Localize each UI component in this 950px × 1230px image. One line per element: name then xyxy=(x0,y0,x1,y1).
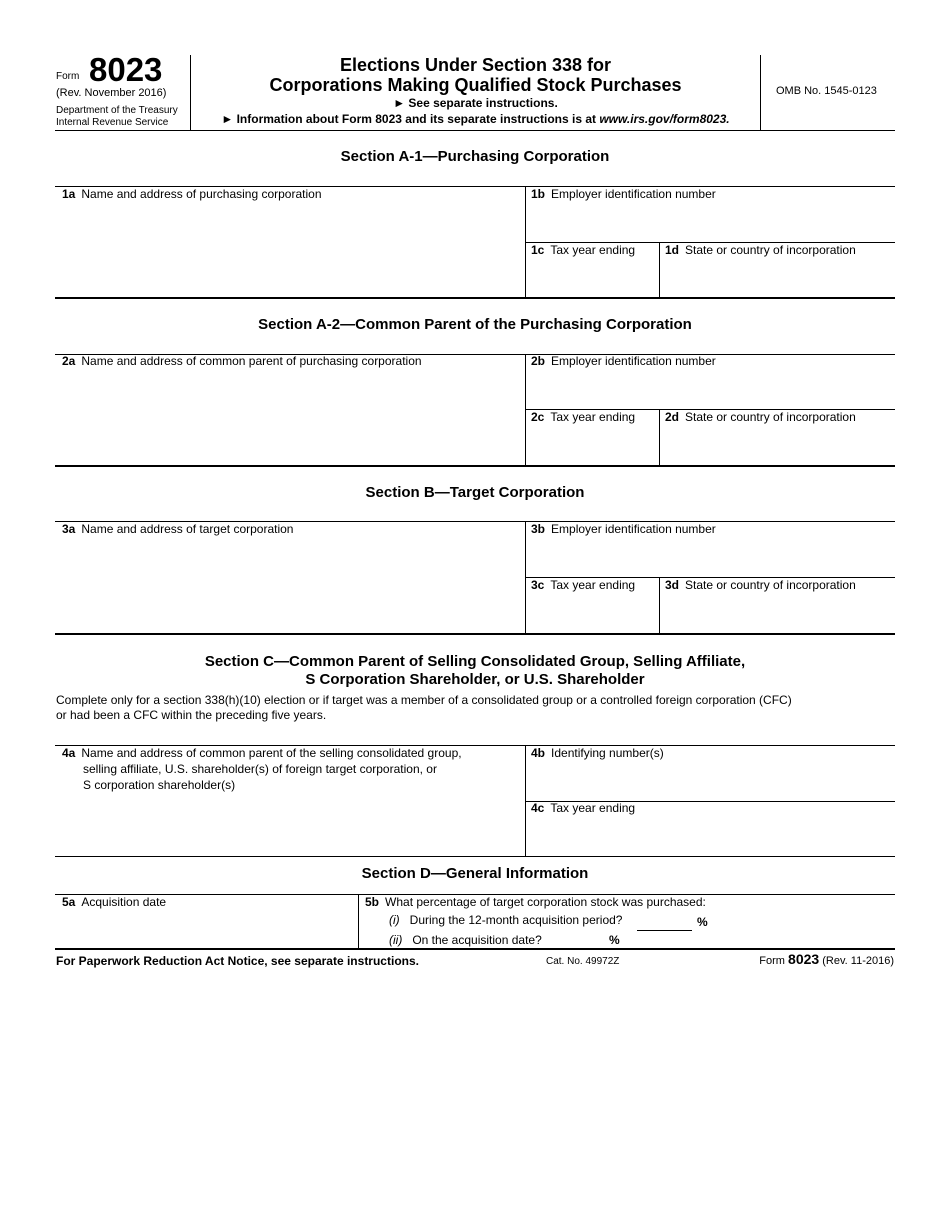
section-d-title: Section D—General Information xyxy=(361,865,589,882)
section-d-vdivider xyxy=(358,894,359,949)
purchasing-corp-ein-input[interactable] xyxy=(531,208,886,236)
paperwork-notice: For Paperwork Reduction Act Notice, see separate instructions. xyxy=(56,954,419,968)
target-corp-name-address-input[interactable] xyxy=(62,540,517,628)
common-parent-name-address-input[interactable] xyxy=(62,372,517,460)
identifying-numbers-input[interactable] xyxy=(531,768,886,796)
selling-parent-name-address-input[interactable] xyxy=(62,796,517,850)
target-corp-state-input[interactable] xyxy=(665,599,887,627)
common-parent-state-input[interactable] xyxy=(665,431,887,459)
field-4b-label: 4b Identifying number(s) xyxy=(531,746,664,760)
omb-number: OMB No. 1545-0123 xyxy=(776,85,877,97)
field-4a-label: 4a Name and address of common parent of the selling consolidated group, selling affiliate, U.S. shareholder(s) of foreign target corporation, or S corporation shareholder(s) xyxy=(62,746,462,792)
field-3a-label: 3a Name and address of target corporation xyxy=(62,522,294,536)
field-5b-label: 5b What percentage of target corporation stock was purchased: xyxy=(365,895,706,909)
header-divider-right xyxy=(760,55,761,131)
section-a1-title: Section A-1—Purchasing Corporation xyxy=(340,148,610,165)
field-1a-label: 1a Name and address of purchasing corporation xyxy=(62,187,322,201)
section-a2-title: Section A-2—Common Parent of the Purchasing Corporation xyxy=(258,316,692,333)
pct-12-month-sign: % xyxy=(697,915,708,929)
field-1c-label: 1c Tax year ending xyxy=(531,243,636,257)
acquisition-date-input[interactable] xyxy=(62,914,350,942)
section-c-bottom-rule xyxy=(55,856,895,857)
pct-acquisition-date-sign: % xyxy=(609,933,620,947)
field-5b-i-label: (i) During the 12-month acquisition period? xyxy=(389,913,623,927)
department-line2: Internal Revenue Service xyxy=(56,117,169,128)
pct-12-month-input[interactable] xyxy=(639,912,691,928)
field-1d-label: 1d State or country of incorporation xyxy=(665,243,856,257)
see-instructions: ► See separate instructions. xyxy=(393,96,558,110)
section-c-note-line2: or had been a CFC within the preceding five years. xyxy=(56,708,327,722)
irs-url-link[interactable]: www.irs.gov/form8023. xyxy=(599,112,730,126)
form-word: Form xyxy=(56,71,80,82)
section-a1-bottom-rule xyxy=(55,297,895,299)
purchasing-corp-tax-year-input[interactable] xyxy=(531,264,653,292)
field-2b-label: 2b Employer identification number xyxy=(531,354,716,368)
section-c-note-line1: Complete only for a section 338(h)(10) election or if target was a member of a consolidated group or a controlled foreign corporation (CFC) xyxy=(56,693,792,707)
form-title-line1: Elections Under Section 338 for xyxy=(339,55,612,75)
section-b-bottom-rule xyxy=(55,633,895,635)
field-4c-label: 4c Tax year ending xyxy=(531,801,636,815)
section-c-title-line1: Section C—Common Parent of Selling Consolidated Group, Selling Affiliate, xyxy=(204,653,746,670)
purchasing-corp-state-input[interactable] xyxy=(665,264,887,292)
section-a2-vdivider2 xyxy=(659,409,660,466)
form-number: 8023 xyxy=(89,51,163,88)
common-parent-ein-input[interactable] xyxy=(531,376,886,404)
section-b-title: Section B—Target Corporation xyxy=(365,484,585,501)
field-3c-label: 3c Tax year ending xyxy=(531,578,636,592)
header-bottom-rule xyxy=(55,130,895,131)
form-revision: (Rev. November 2016) xyxy=(56,87,167,99)
common-parent-tax-year-input[interactable] xyxy=(531,431,653,459)
field-5a-label: 5a Acquisition date xyxy=(62,895,167,909)
section-a1-vdivider2 xyxy=(659,242,660,298)
field-2a-label: 2a Name and address of common parent of purchasing corporation xyxy=(62,354,422,368)
field-3b-label: 3b Employer identification number xyxy=(531,522,716,536)
form-title-line2: Corporations Making Qualified Stock Purchases xyxy=(269,75,682,95)
field-5b-ii-label: (ii) On the acquisition date? xyxy=(389,933,542,947)
field-2c-label: 2c Tax year ending xyxy=(531,410,636,424)
target-corp-tax-year-input[interactable] xyxy=(531,599,653,627)
footer-form-id: Form 8023 (Rev. 11-2016) xyxy=(759,951,894,967)
section-d-bottom-rule xyxy=(55,948,895,950)
department-line1: Department of the Treasury xyxy=(56,105,178,116)
field-1b-label: 1b Employer identification number xyxy=(531,187,716,201)
section-b-vdivider2 xyxy=(659,577,660,634)
field-3d-label: 3d State or country of incorporation xyxy=(665,578,856,592)
section-a2-bottom-rule xyxy=(55,465,895,467)
info-line-text: ► Information about Form 8023 and its separate instructions is at xyxy=(221,112,600,126)
purchasing-corp-name-address-input[interactable] xyxy=(62,204,517,292)
catalog-number: Cat. No. 49972Z xyxy=(546,956,620,967)
pct-12-month-underline xyxy=(637,930,692,931)
section-a2-vdivider xyxy=(525,354,526,466)
selling-parent-tax-year-input[interactable] xyxy=(531,822,886,850)
section-c-title-line2: S Corporation Shareholder, or U.S. Shareholder xyxy=(305,671,645,688)
target-corp-ein-input[interactable] xyxy=(531,544,886,572)
pct-acquisition-date-input[interactable] xyxy=(552,932,604,946)
field-2d-label: 2d State or country of incorporation xyxy=(665,410,856,424)
info-line xyxy=(191,112,760,126)
form-title xyxy=(191,55,760,95)
